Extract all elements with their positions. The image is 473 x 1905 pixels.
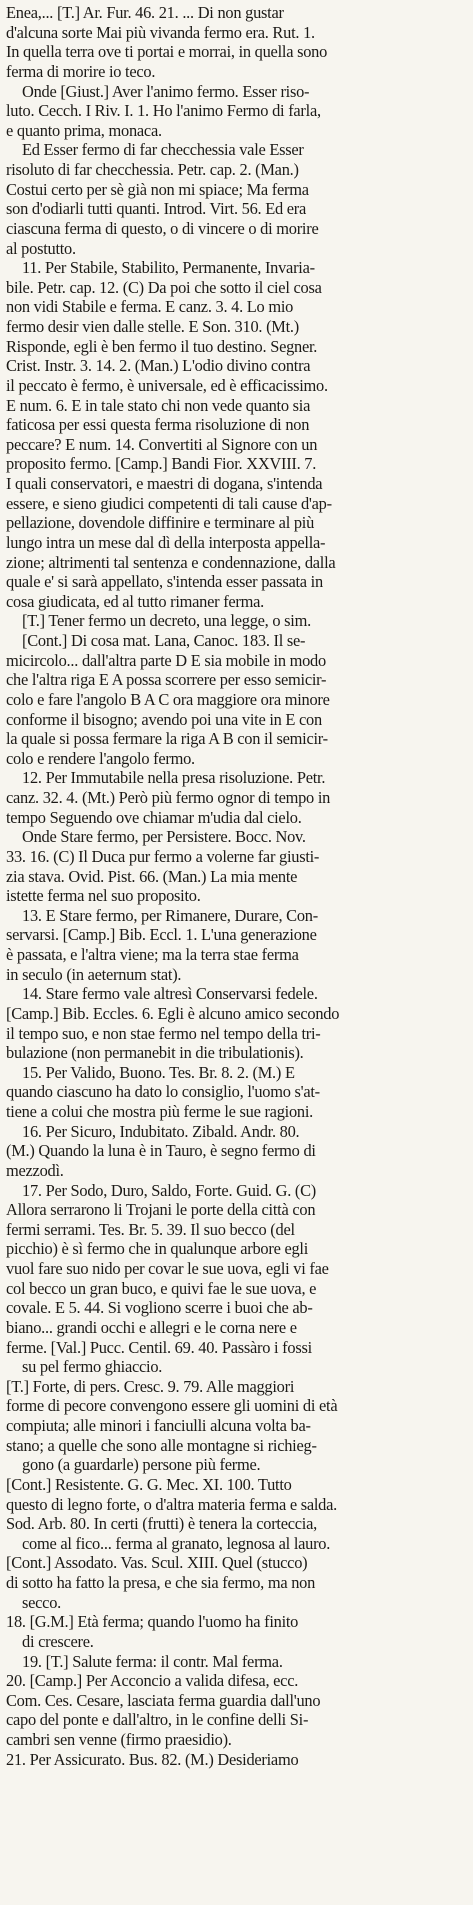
text-line: Enea,... [T.] Ar. Fur. 46. 21. ... Di non gustar bbox=[6, 3, 284, 22]
text-line: bile. Petr. cap. 12. (C) Da poi che sotto il ciel cosa bbox=[6, 277, 322, 297]
text-line: forme di pecore convengono essere gli uomini di età bbox=[6, 1396, 338, 1416]
text-line: proposito fermo. [Camp.] Bandi Fior. XXVIII. 7. bbox=[6, 454, 317, 474]
text-line: vuol fare suo nido per covar le sue uova, egli vi fae bbox=[6, 1259, 329, 1278]
text-line: bulazione (non permanebit in die tribulationis). bbox=[6, 1043, 304, 1063]
text-line: la quale si possa fermare la riga A B con il semicir- bbox=[6, 729, 328, 749]
text-line: [Cont.] Di cosa mat. Lana, Canoc. 183. Il se- bbox=[22, 631, 306, 650]
text-line: il tempo suo, e non stae fermo nel tempo della tri- bbox=[6, 1023, 321, 1043]
text-line: 19. [T.] Salute ferma: il contr. Mal ferma. bbox=[22, 1651, 283, 1671]
text-line: pellazione, dovendole diffinire e terminare al più bbox=[6, 513, 315, 533]
text-line: quando ciascuno ha dato lo consiglio, l'uomo s'at- bbox=[6, 1082, 320, 1102]
text-line: col becco un gran buco, e quivi fae le sue uova, e bbox=[6, 1278, 317, 1298]
text-line: ferme. [Val.] Pucc. Centil. 69. 40. Passàro i fossi bbox=[6, 1337, 312, 1357]
text-line: ferma di morire io teco. bbox=[6, 61, 156, 81]
text-line: ciascuna ferma di questo, o di vincere o di morire bbox=[6, 218, 319, 238]
text-line: cambri sen venne (firmo praesidio). bbox=[6, 1730, 232, 1749]
text-line: come al fico... ferma al granato, legnosa al lauro. bbox=[22, 1533, 331, 1553]
text-line: [T.] Forte, di pers. Cresc. 9. 79. Alle maggiori bbox=[6, 1376, 295, 1396]
text-line: lungo intra un mese dal dì della interposta appella- bbox=[6, 532, 326, 552]
text-line: zione; altrimenti tal sentenza e condennazione, dalla bbox=[6, 552, 336, 572]
text-line: al postutto. bbox=[6, 238, 76, 258]
text-line: 17. Per Sodo, Duro, Saldo, Forte. Guid. G. (C) bbox=[22, 1180, 316, 1200]
text-line: questo di legno forte, o d'altra materia ferma e salda. bbox=[6, 1494, 337, 1514]
text-line: 11. Per Stabile, Stabilito, Permanente, Invaria- bbox=[22, 258, 315, 278]
text-line: 20. [Camp.] Per Acconcio a valida difesa, ecc. bbox=[6, 1671, 299, 1691]
text-line: luto. Cecch. I Riv. I. 1. Ho l'animo Fermo di farla, bbox=[6, 101, 321, 121]
text-line: di crescere. bbox=[22, 1631, 94, 1651]
text-line: cosa giudicata, ed al tutto rimaner ferma. bbox=[6, 591, 265, 611]
text-line: non vidi Stabile e ferma. E canz. 3. 4. Lo mio bbox=[6, 297, 294, 317]
text-line: 15. Per Valido, Buono. Tes. Br. 8. 2. (M.) E bbox=[22, 1062, 295, 1082]
text-line: in seculo (in aeternum stat). bbox=[6, 964, 182, 984]
text-line: colo e rendere l'angolo fermo. bbox=[6, 748, 195, 768]
text-line: Risponde, egli è ben fermo il tuo destino. Segner. bbox=[6, 336, 318, 356]
text-line: faticosa per essi questa ferma risoluzione di non bbox=[6, 415, 310, 435]
text-line: picchio) è sì fermo che in qualunque arbore egli bbox=[6, 1239, 309, 1259]
text-line: biano... grandi occhi e allegri e le corna nere e bbox=[6, 1317, 297, 1337]
text-line: canz. 32. 4. (Mt.) Però più fermo ognor di tempo in bbox=[6, 788, 331, 807]
text-line: [T.] Tener fermo un decreto, una legge, o sim. bbox=[22, 611, 311, 631]
text-line: In quella terra ove ti portai e morrai, in quella sono bbox=[6, 42, 328, 62]
text-line: micircolo... dall'altra parte D E sia mobile in modo bbox=[6, 650, 326, 670]
text-line: e quanto prima, monaca. bbox=[6, 120, 162, 140]
text-line: tempo Seguendo ove chiamar m'udia dal cielo. bbox=[6, 807, 302, 827]
text-line: di sotto ha fatto la presa, e che sia fermo, ma non bbox=[6, 1573, 316, 1592]
text-line: Costui certo per sè già non mi spiace; Ma ferma bbox=[6, 179, 309, 199]
text-line: mezzodì. bbox=[6, 1160, 64, 1180]
text-line: che l'altra riga E A possa scorrere per esso semicir- bbox=[6, 670, 327, 690]
text-line: (M.) Quando la luna è in Tauro, è segno fermo di bbox=[6, 1141, 316, 1161]
text-line: zia stava. Ovid. Pist. 66. (Man.) La mia mente bbox=[6, 866, 298, 886]
text-line: il peccato è fermo, è universale, ed è efficacissimo. bbox=[6, 375, 328, 395]
text-line: E num. 6. E in tale stato chi non vede quanto sia bbox=[6, 395, 311, 415]
text-line: [Cont.] Assodato. Vas. Scul. XIII. Quel (stucco) bbox=[6, 1553, 308, 1573]
text-line: son d'odiarli tutti quanti. Introd. Virt. 56. Ed era bbox=[6, 199, 307, 219]
text-line: peccare? E num. 14. Convertiti al Signore con un bbox=[6, 434, 318, 454]
text-line: Crist. Instr. 3. 14. 2. (Man.) L'odio divino contra bbox=[6, 356, 311, 376]
text-line: quale e' si sarà appellato, s'intenda esser passata in bbox=[6, 572, 323, 592]
text-line: 12. Per Immutabile nella presa risoluzione. Petr. bbox=[22, 768, 326, 788]
text-line: gono (a guardarle) persone più ferme. bbox=[22, 1455, 261, 1475]
text-line: su pel fermo ghiaccio. bbox=[22, 1357, 163, 1377]
text-line: [Camp.] Bib. Eccles. 6. Egli è alcuno amico secondo bbox=[6, 1003, 340, 1023]
text-line: fermo desir vien dalle stelle. E Son. 310. (Mt.) bbox=[6, 317, 299, 336]
text-line: stano; a quelle che sono alle montagne si richieg- bbox=[6, 1435, 317, 1455]
text-line: secco. bbox=[22, 1592, 61, 1612]
text-line: Ed Esser fermo di far checchessia vale Esser bbox=[22, 140, 304, 160]
text-line: Sod. Arb. 80. In certi (frutti) è tenera la corteccia, bbox=[6, 1514, 317, 1534]
text-line: 18. [G.M.] Età ferma; quando l'uomo ha finito bbox=[6, 1612, 299, 1632]
text-line: conforme il bisogno; avendo poi una vite in E con bbox=[6, 709, 322, 729]
text-line: istette ferma nel suo proposito. bbox=[6, 886, 201, 906]
text-line: 21. Per Assicurato. Bus. 82. (M.) Desideriamo bbox=[6, 1749, 299, 1769]
text-line: [Cont.] Resistente. G. G. Mec. XI. 100. Tutto bbox=[6, 1474, 292, 1494]
text-line: Onde Stare fermo, per Persistere. Bocc. Nov. bbox=[22, 827, 306, 847]
text-line: 14. Stare fermo vale altresì Conservarsi fedele. bbox=[22, 984, 318, 1004]
text-line: Onde [Giust.] Aver l'animo fermo. Esser riso- bbox=[22, 81, 310, 101]
text-line: capo del ponte e dall'altro, in le confine delli Si- bbox=[6, 1710, 309, 1730]
text-line: colo e fare l'angolo B A C ora maggiore ora minore bbox=[6, 689, 330, 709]
text-line: risoluto di far checchessia. Petr. cap. 2. (Man.) bbox=[6, 160, 299, 179]
text-line: covale. E 5. 44. Si vogliono scerre i buoi che ab- bbox=[6, 1298, 313, 1318]
text-line: Com. Ces. Cesare, lasciata ferma guardia dall'uno bbox=[6, 1690, 321, 1710]
text-line: servarsi. [Camp.] Bib. Eccl. 1. L'una generazione bbox=[6, 925, 317, 945]
text-line: è passata, e l'altra viene; ma la terra stae ferma bbox=[6, 945, 299, 964]
text-line: 13. E Stare fermo, per Rimanere, Durare, Con- bbox=[22, 905, 318, 925]
text-line: 33. 16. (C) Il Duca pur fermo a volerne far giusti- bbox=[6, 846, 320, 866]
text-line: I quali conservatori, e maestri di dogana, s'intenda bbox=[6, 474, 323, 493]
text-line: 16. Per Sicuro, Indubitato. Zibald. Andr. 80. bbox=[22, 1121, 300, 1141]
text-line: compiuta; alle minori i fanciulli alcuna volta ba- bbox=[6, 1416, 311, 1435]
text-line: tiene a colui che mostra più ferme le sue ragioni. bbox=[6, 1102, 313, 1121]
text-line: essere, e sieno giudici competenti di tali cause d'ap- bbox=[6, 493, 332, 513]
text-line: fermi serrami. Tes. Br. 5. 39. Il suo becco (del bbox=[6, 1219, 295, 1239]
text-line: Allora serrarono li Trojani le porte della città con bbox=[6, 1200, 316, 1220]
text-line: d'alcuna sorte Mai più vivanda fermo era. Rut. 1. bbox=[6, 22, 315, 42]
